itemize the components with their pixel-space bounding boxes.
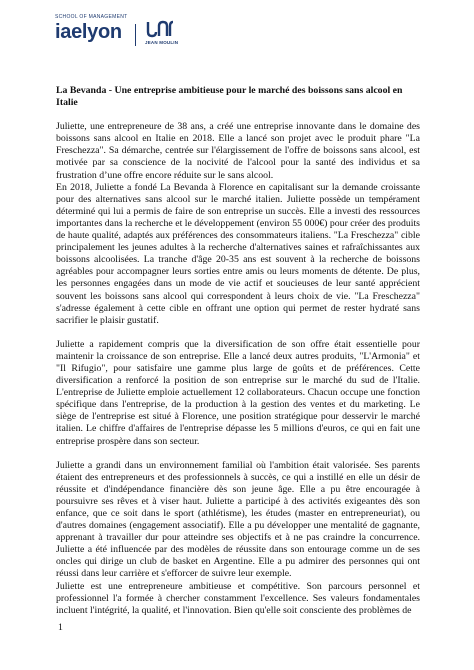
paragraph: Juliette est une entrepreneure ambitieuse et compétitive. Son parcours personnel et professionnel l'a formée à chercher constamment l'excellence. Ses valeurs fondamentales incluent l'intégrité, la qualité, et l'innovation. Bien qu'elle soit consciente des problèmes de [56,580,420,616]
paragraph: Juliette, une entrepreneure de 38 ans, a créé une entreprise innovante dans le domaine des boissons sans alcool en Italie en 2018. Elle a lancé son projet avec le produit phare "La Freschezza". Sa démarche, centrée sur l'élargissement de l'offre de boissons sans alcool, est motivée par sa conscience de la nocivité de l'alcool pour la santé des individus et sa frustration d’une offre encore réduite sur le sans alcool. [56,121,420,181]
logo-divider [135,24,136,46]
paragraph: Juliette a rapidement compris que la diversification de son offre était essentielle pour maintenir la croissance de son entreprise. Elle a lancé deux autres produits, "L'Armonia" et "Il Rifugio", pour satisfaire une gamme plus large de goûts et de préférences. Cette diversification a renforcé la position de son entreprise sur le marché du sud de l'Italie. L'entreprise de Juliette emploie actuellement 12 collaborateurs. Chacun occupe une fonction spécifique dans l'entreprise, de la production à la gestion des ventes et du marketing. Le siège de l'entreprise est situé à Florence, une position stratégique pour desservir le marché italien. Le chiffre d'affaires de l'entreprise dépasse les 5 millions d'euros, ce qui en fait une entreprise prospère dans son secteur. [56,338,420,447]
spacer [56,448,420,460]
paragraph: Juliette a grandi dans un environnement familial où l'ambition était valorisée. Ses parents étaient des entrepreneurs et des professionnels à succès, ce qui a instillé en elle un désir de réussite et d'indépendance financière dès son jeune âge. Elle a pu être encouragée à poursuivre ses rêves et à viser haut. Juliette a participé à des activités exigeantes dès son enfance, que ce soit dans le sport (athlétisme), les études (master en entrepreneuriat), ou d'autres domaines (engagement associatif). Elle a pu développer une mentalité de gagnante, apprenant à travailler dur pour atteindre ses objectifs et à ne pas craindre la concurrence. Juliette a été influencée par des modèles de réussite dans son entourage comme un de ses oncles qui dirige un club de basket en Argentine. Elle a pu admirer des personnes qui ont réussi dans leur carrière et s'efforcer de suivre leur exemple. [56,459,420,580]
partner-mark-icon [145,20,179,38]
partner-logo [145,20,179,50]
brand-logo: iaelyon [55,21,122,43]
document-title: La Bevanda - Une entreprise ambitieuse pour le marché des boissons sans alcool en Italie [56,85,403,109]
paragraph: En 2018, Juliette a fondé La Bevanda à Florence en capitalisant sur la demande croissante pour des alternatives sans alcool sur le marché italien. Juliette possède un tempérament déterminé qui lui a permis de faire de son entreprise un succès. Elle a investi des ressources importantes dans la recherche et le développement (environ 55 000€) pour créer des produits de haute qualité, adaptés aux préférences des consommateurs italiens. "La Freschezza" cible principalement les jeunes adultes à la recherche d'alternatives saines et rafraîchissantes aux boissons alcoolisées. La tranche d'âge 20-35 ans est souvent à la recherche de boissons agréables pour accompagner leurs sorties entre amis ou leurs moments de détente. De plus, les personnes engagées dans un mode de vie actif et soucieuses de leur santé apprécient souvent les boissons sans alcool qui correspondent à leurs choix de vie. "La Freschezza" s'adresse également à cette cible en offrant une option qui permet de rester hydraté sans sacrifier le plaisir gustatif. [56,181,420,326]
page-header [55,12,435,54]
school-line: SCHOOL OF MANAGEMENT [55,14,128,20]
page-number: 1 [58,622,63,633]
partner-label: JEAN MOULIN [145,40,179,45]
spacer [56,327,420,339]
document-body [56,85,420,617]
